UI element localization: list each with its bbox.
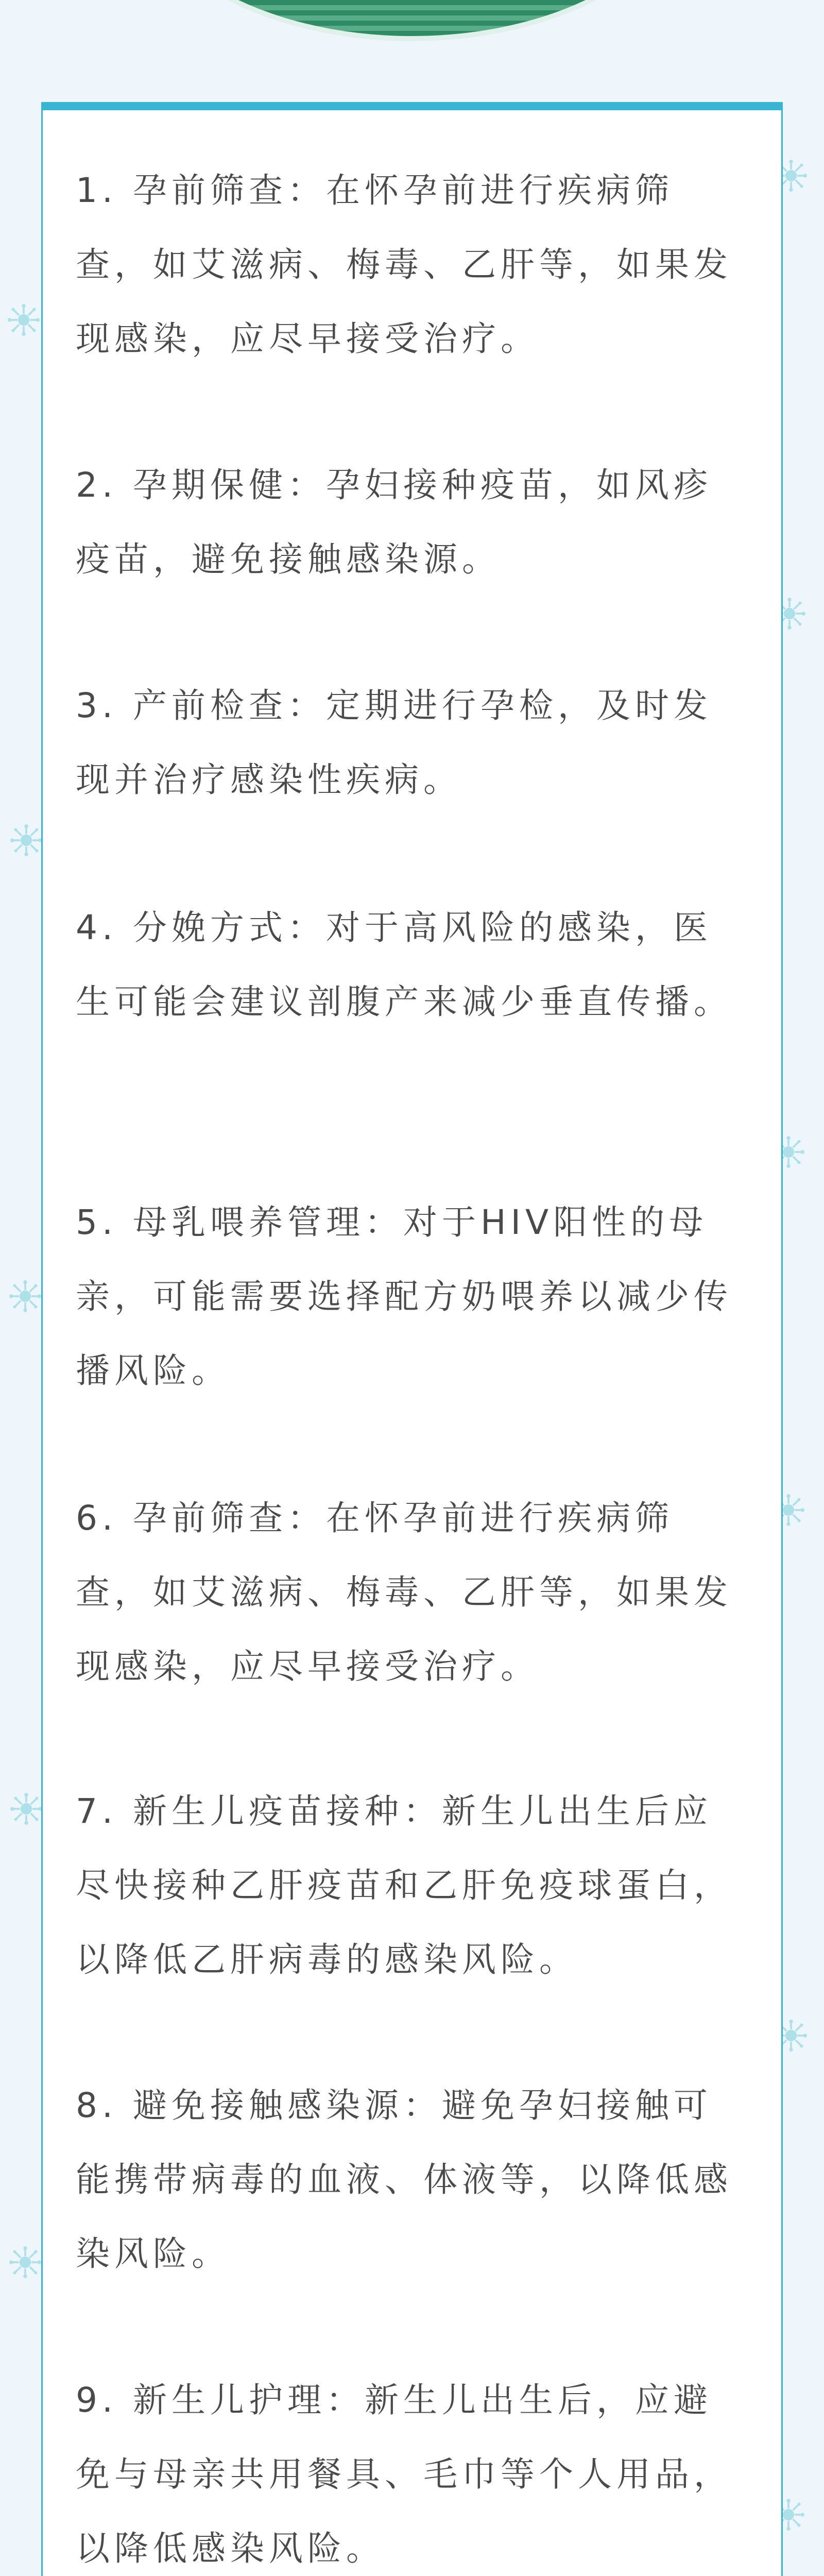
header-decoration [134, 0, 690, 36]
list-item: 8. 避免接触感染源：避免孕妇接触可能携带病毒的血液、体液等，以降低感染风险。 [76, 2086, 732, 2274]
virus-icon [10, 1793, 42, 1825]
virus-icon [8, 304, 40, 336]
list-item: 1. 孕前筛查：在怀孕前进行疾病筛查，如艾滋病、梅毒、乙肝等，如果发现感染，应尽早接受治疗。 [76, 171, 732, 359]
virus-icon [9, 2246, 41, 2278]
content-card [41, 102, 783, 2576]
list-item: 3. 产前检查：定期进行孕检，及时发现并治疗感染性疾病。 [76, 686, 712, 800]
virus-icon [10, 824, 42, 856]
list-item: 4. 分娩方式：对于高风险的感染，医生可能会建议剖腹产来减少垂直传播。 [76, 908, 732, 1022]
list-item: 2. 孕期保健：孕妇接种疫苗，如风疹疫苗，避免接触感染源。 [76, 465, 712, 579]
list-item: 6. 孕前筛查：在怀孕前进行疾病筛查，如艾滋病、梅毒、乙肝等，如果发现感染，应尽早接受治疗。 [76, 1498, 732, 1686]
list-item: 9. 新生儿护理：新生儿出生后，应避免与母亲共用餐具、毛巾等个人用品，以降低感染风险。 [76, 2380, 732, 2568]
list-item: 7. 新生儿疫苗接种：新生儿出生后应尽快接种乙肝疫苗和乙肝免疫球蛋白，以降低乙肝病毒的感染风险。 [76, 1791, 732, 1979]
list-item: 5. 母乳喂养管理：对于HIV阳性的母亲，可能需要选择配方奶喂养以减少传播风险。 [76, 1202, 732, 1391]
virus-icon [9, 1280, 41, 1312]
